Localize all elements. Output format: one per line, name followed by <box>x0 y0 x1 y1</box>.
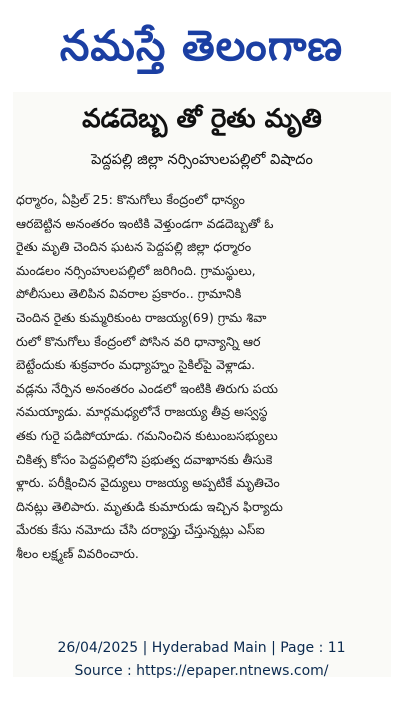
article-headline: వడదెబ్బ తో రైతు మృతి <box>82 104 322 134</box>
article-body-line: ధర్మారం, ఏప్రిల్ 25: కొనుగోలు కేంద్రంలో ధాన్యం <box>16 192 245 207</box>
newspaper-masthead <box>0 0 403 92</box>
article-body-line: చెందిన రైతు కుమ్మరికుంట రాజయ్య(69) గ్రామ శివా <box>16 309 267 325</box>
article-body-line: తకు గురై పడిపోయాడు. గమనించిన కుటుంబసభ్యులు <box>16 427 278 443</box>
article-body-line: ఆరబెట్టిన అనంతరం ఇంటికి వెళ్తుండగా వడదెబ్బతో ఓ <box>16 215 274 231</box>
article-body-line: ళ్లారు. పరీక్షించిన వైద్యులు రాజయ్య అప్పటికే మృతిచెం <box>16 475 280 491</box>
article-body-line: పోలీసులు తెలిపిన వివరాల ప్రకారం.. గ్రామానికి <box>16 286 242 302</box>
source-link[interactable]: Source : https://epaper.ntnews.com/ <box>74 663 329 679</box>
article-body-line: చికిత్స కోసం పెద్దపల్లిలోని ప్రభుత్వ దవాఖానకు తీసుకె <box>16 451 273 467</box>
article-subheadline: పెద్దపల్లి జిల్లా నర్సింహులపల్లిలో విషాదం <box>91 152 313 168</box>
article-body-line: మండలం నర్సింహులపల్లిలో జరిగింది. గ్రామస్థులు, <box>16 262 256 278</box>
article-body-line: నమయ్యాడు. మార్గమధ్యలోనే రాజయ్య తీవ్ర అస్వస్థ <box>16 404 268 420</box>
article-body-line: మేరకు కేసు నమోదు చేసి దర్యాప్తు చేస్తున్నట్లు ఎస్ఐ <box>16 522 265 538</box>
article-body-line: బెట్టేందుకు శుక్రవారం మధ్యాహ్నం సైకిల్‌పై వెళ్లాడు. <box>16 357 256 373</box>
article-body-line: శీలం లక్ష్మణ్ వివరించారు. <box>16 545 139 561</box>
article-body <box>16 188 388 566</box>
article-body-line: వడ్లను నేర్పిన అనంతరం ఎండలో ఇంటికి తిరుగు పయ <box>16 380 278 396</box>
article-clipping <box>13 92 391 677</box>
newspaper-title: నమస్తే తెలంగాణ <box>59 21 344 70</box>
article-body-line: రైతు మృతి చెందిన ఘటన పెద్దపల్లి జిల్లా ధర్మారం <box>16 239 252 255</box>
article-body-line: రులో కొనుగోలు కేంద్రంలో పోసిన వరి ధాన్యాన్ని ఆర <box>16 333 261 349</box>
edition-info: 26/04/2025 | Hyderabad Main | Page : 11 <box>57 640 346 656</box>
article-body-line: దినట్లు తెలిపారు. మృతుడి కుమారుడు ఇచ్చిన ఫిర్యాదు <box>16 498 283 514</box>
